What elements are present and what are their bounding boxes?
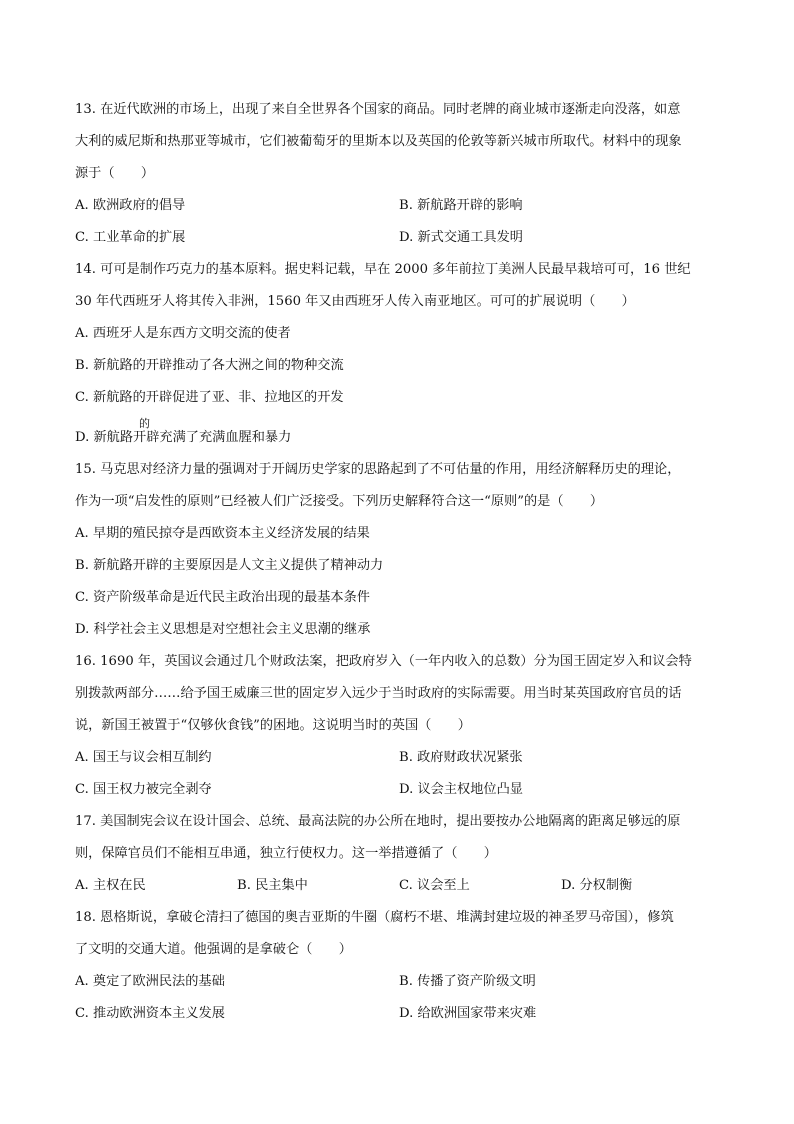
q14-stem-line-1: 14. 可可是制作巧克力的基本原料。据史料记载，早在 2000 多年前拉丁美洲人民最早栽培可可，16 世纪	[75, 262, 691, 277]
q17-stem-line-2: 则，保障官员们不能相互串通，独立行使权力。这一举措遵循了（ ）	[75, 846, 497, 861]
q17-option-b: B. 民主集中	[237, 878, 308, 893]
q13-stem-line-3: 源于（ ）	[75, 166, 155, 181]
q16-stem-line-1: 16. 1690 年，英国议会通过几个财政法案，把政府岁入（一年内收入的总数）分为国王固定岁入和议会特	[75, 654, 692, 669]
q18-stem-line-2: 了文明的交通大道。他强调的是拿破仑（ ）	[75, 942, 352, 957]
q16-option-d: D. 议会主权地位凸显	[399, 782, 523, 797]
q13-option-b: B. 新航路开辟的影响	[399, 198, 523, 213]
q18-stem-line-1: 18. 恩格斯说，拿破仑清扫了德国的奥吉亚斯的牛圈（腐朽不堪、堆满封建垃圾的神圣罗马帝国），修筑	[75, 910, 674, 925]
q17-option-c: C. 议会至上	[399, 878, 470, 893]
q15-stem-line-2: 作为一项“启发性的原则”已经被人们广泛接受。下列历史解释符合这一“原则”的是（ ）	[75, 494, 604, 509]
q15-option-c: C. 资产阶级革命是近代民主政治出现的最基本条件	[75, 590, 370, 605]
q18-option-b: B. 传播了资产阶级文明	[399, 974, 536, 989]
q13-option-d: D. 新式交通工具发明	[399, 230, 523, 245]
q14-stray-mark: 的	[139, 417, 150, 430]
q15-option-d: D. 科学社会主义思想是对空想社会主义思潮的继承	[75, 622, 371, 637]
q15-option-a: A. 早期的殖民掠夺是西欧资本主义经济发展的结果	[75, 526, 370, 541]
q17-option-a: A. 主权在民	[75, 878, 146, 893]
q18-option-a: A. 奠定了欧洲民法的基础	[75, 974, 225, 989]
q13-stem-line-1: 13. 在近代欧洲的市场上，出现了来自全世界各个国家的商品。同时老牌的商业城市逐渐走向没落，如意	[75, 102, 681, 117]
q14-option-d: D. 新航路开辟充满了充满血腥和暴力	[75, 430, 292, 445]
q17-option-d: D. 分权制衡	[561, 878, 633, 893]
q16-option-c: C. 国王权力被完全剥夺	[75, 782, 212, 797]
q17-stem-line-1: 17. 美国制宪会议在设计国会、总统、最高法院的办公所在地时，提出要按办公地隔离的距离足够远的原	[75, 814, 681, 829]
q13-stem-line-2: 大利的威尼斯和热那亚等城市，它们被葡萄牙的里斯本以及英国的伦敦等新兴城市所取代。材料中的现象	[75, 134, 682, 149]
q16-stem-line-3: 说，新国王被置于“仅够伙食钱”的困地。这说明当时的英国（ ）	[75, 718, 471, 733]
q14-option-a: A. 西班牙人是东西方文明交流的使者	[75, 326, 291, 341]
q15-option-b: B. 新航路开辟的主要原因是人文主义提供了精神动力	[75, 558, 384, 573]
q16-stem-line-2: 别拨款两部分……给予国王威廉三世的固定岁入远少于当时政府的实际需要。用当时某英国政府官员的话	[75, 686, 682, 701]
q16-option-b: B. 政府财政状况紧张	[399, 750, 523, 765]
q18-option-d: D. 给欧洲国家带来灾难	[399, 1006, 537, 1021]
q16-option-a: A. 国王与议会相互制约	[75, 750, 212, 765]
q14-stem-line-2: 30 年代西班牙人将其传入非洲，1560 年又由西班牙人传入南亚地区。可可的扩展说明（ ）	[75, 294, 635, 309]
q14-option-c: C. 新航路的开辟促进了亚、非、拉地区的开发	[75, 390, 344, 405]
q18-option-c: C. 推动欧洲资本主义发展	[75, 1006, 225, 1021]
q13-option-c: C. 工业革命的扩展	[75, 230, 186, 245]
q14-option-b: B. 新航路的开辟推动了各大洲之间的物种交流	[75, 358, 344, 373]
q15-stem-line-1: 15. 马克思对经济力量的强调对于开阔历史学家的思路起到了不可估量的作用，用经济解释历史的理论，	[75, 462, 681, 477]
q13-option-a: A. 欧洲政府的倡导	[75, 198, 186, 213]
